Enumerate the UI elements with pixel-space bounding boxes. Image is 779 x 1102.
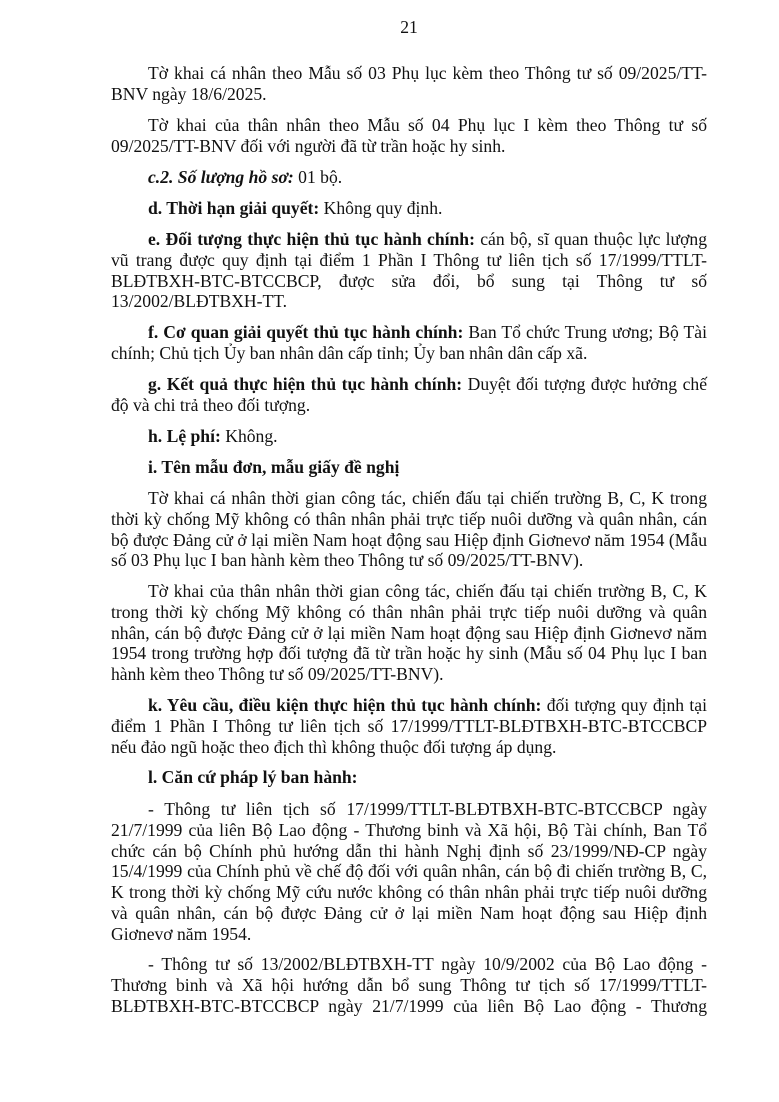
section-i [111, 457, 707, 478]
paragraph-form-04: Tờ khai của thân nhân theo Mẫu số 04 Phụ lục I kèm theo Thông tư số 09/2025/TT-BNV đối với người đã từ trần hoặc hy sinh. [111, 115, 707, 156]
paragraph-i2: Tờ khai của thân nhân thời gian công tác, chiến đấu tại chiến trường B, C, K trong thời kỳ chống Mỹ không có thân nhân phải trực tiếp nuôi dưỡng và quân nhân, cán bộ được Đảng cử ở lại miền Nam hoạt động sau Hiệp định Giơnevơ năm 1954 trong trường hợp đối tượng đã từ trần hoặc hy sinh (Mẫu số 04 Phụ lục I ban hành kèm theo Thông tư số 09/2025/TT-BNV). [111, 581, 707, 685]
paragraph-i1: Tờ khai cá nhân thời gian công tác, chiến đấu tại chiến trường B, C, K trong thời kỳ chống Mỹ không có thân nhân phải trực tiếp nuôi dưỡng và quân nhân, cán bộ được Đảng cử ở lại miền Nam hoạt động sau Hiệp định Giơnevơ năm 1954 (Mẫu số 03 Phụ lục I ban hành kèm theo Thông tư số 09/2025/TT-BNV). [111, 488, 707, 571]
page-number: 21 [400, 17, 418, 37]
paragraph-l2: - Thông tư số 13/2002/BLĐTBXH-TT ngày 10/9/2002 của Bộ Lao động - Thương binh và Xã hội hướng dẫn bổ sung Thông tư tịch số 17/1999/TTLT-BLĐTBXH-BTC-BTCCBCP ngày 21/7/1999 của liên Bộ Lao động - Thương [111, 954, 707, 1016]
section-i-label: i. Tên mẫu đơn, mẫu giấy đề nghị [148, 457, 400, 477]
section-l-label: l. Căn cứ pháp lý ban hành: [148, 767, 358, 787]
section-e-label: e. Đối tượng thực hiện thủ tục hành chính: [148, 229, 475, 249]
section-c2-label: c.2. Số lượng hồ sơ: [148, 167, 294, 187]
section-e [111, 229, 707, 312]
section-k-text: đối tượng quy định tại điểm 1 Phần I Thông tư liên tịch số 17/1999/TTLT-BLĐTBXH-BTC-BTCCBCP nếu đảo ngũ hoặc theo địch thì không thuộc đối tượng áp dụng. [111, 695, 707, 757]
section-l [111, 767, 707, 788]
section-d-text: Không quy định. [319, 198, 443, 218]
section-f-text: Ban Tổ chức Trung ương; Bộ Tài chính; Chủ tịch Ủy ban nhân dân cấp tỉnh; Ủy ban nhân dân cấp xã. [111, 322, 707, 363]
section-f-label: f. Cơ quan giải quyết thủ tục hành chính: [148, 322, 464, 342]
section-h [111, 426, 707, 447]
paragraph-form-03: Tờ khai cá nhân theo Mẫu số 03 Phụ lục kèm theo Thông tư số 09/2025/TT-BNV ngày 18/6/2025. [111, 63, 707, 104]
section-g [111, 374, 707, 416]
section-g-label: g. Kết quả thực hiện thủ tục hành chính: [148, 374, 463, 394]
section-d-label: d. Thời hạn giải quyết: [148, 198, 320, 218]
section-e-text: cán bộ, sĩ quan thuộc lực lượng vũ trang được quy định tại điểm 1 Phần I Thông tư liên tịch số 17/1999/TTLT-BLĐTBXH-BTC-BTCCBCP, được sửa đổi, bổ sung tại Thông tư số 13/2002/BLĐTBXH-TT. [111, 229, 707, 312]
section-f [111, 322, 707, 364]
section-k-label: k. Yêu cầu, điều kiện thực hiện thủ tục hành chính: [148, 695, 542, 715]
section-k [111, 695, 707, 757]
section-c2 [111, 167, 707, 188]
section-c2-text: 01 bộ. [293, 167, 343, 187]
section-h-text: Không. [220, 426, 278, 446]
section-d [111, 198, 707, 219]
section-g-text: Duyệt đối tượng được hưởng chế độ và chi trả theo đối tượng. [111, 374, 708, 415]
paragraph-l1: - Thông tư liên tịch số 17/1999/TTLT-BLĐTBXH-BTC-BTCCBCP ngày 21/7/1999 của liên Bộ Lao động - Thương binh và Xã hội, Bộ Tài chính, Ban Tổ chức cán bộ Chính phủ hướng dẫn thi hành Nghị định số 23/1999/NĐ-CP ngày 15/4/1999 của Chính phủ về chế độ đối với quân nhân, cán bộ đi chiến trường B, C, K trong thời kỳ chống Mỹ cứu nước không có thân nhân phải trực tiếp nuôi dưỡng và quân nhân, cán bộ được Đảng cử ở lại miền Nam hoạt động sau Hiệp định Giơnevơ năm 1954. [111, 799, 707, 944]
section-h-label: h. Lệ phí: [148, 426, 221, 446]
